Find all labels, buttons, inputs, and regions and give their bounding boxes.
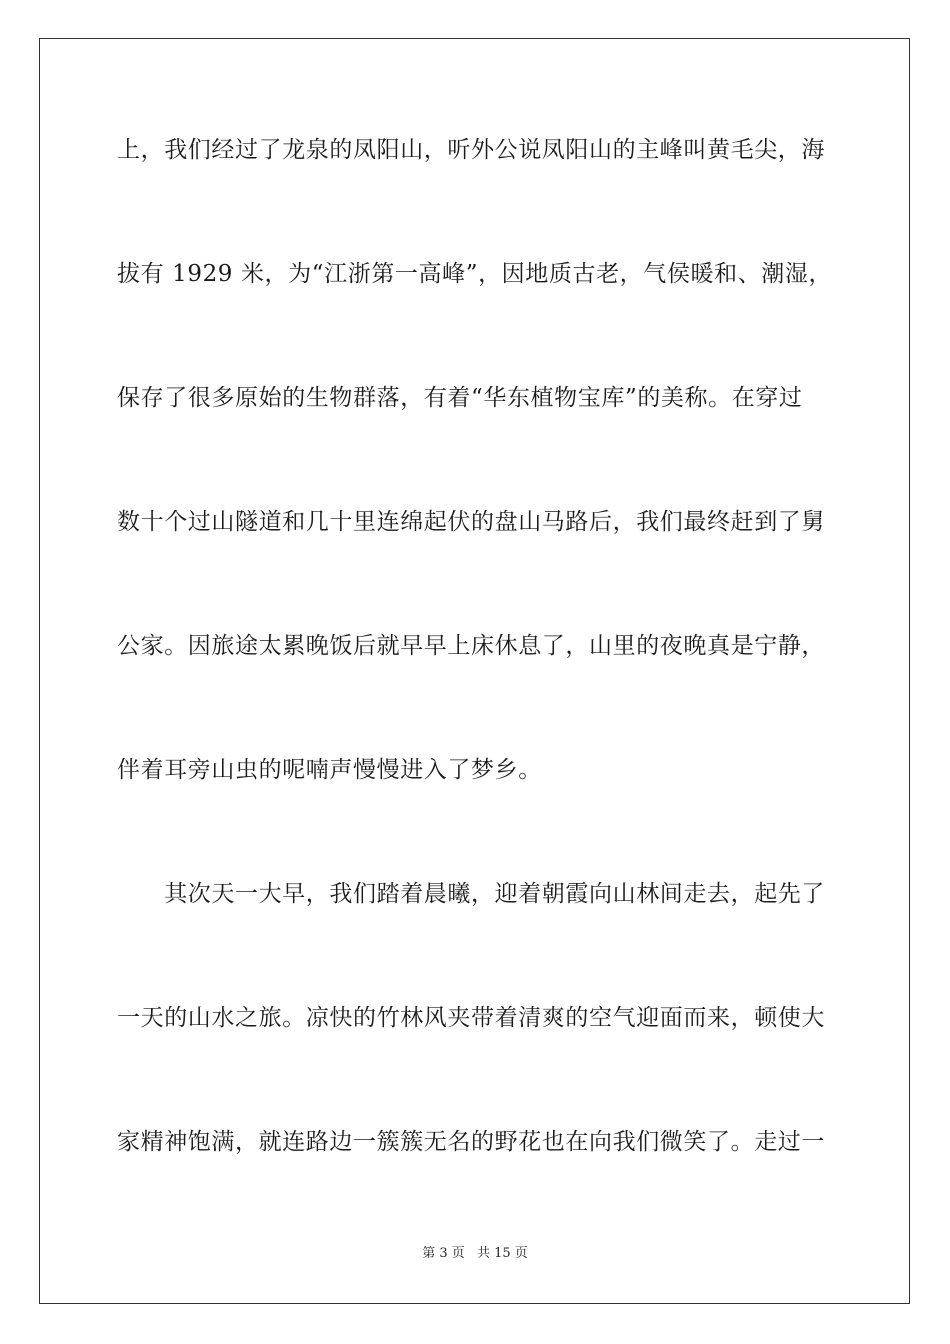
text-line: 其次天一大早，我们踏着晨曦，迎着朝霞向山林间走去，起先了 (117, 881, 825, 907)
text-line: 伴着耳旁山虫的呢喃声慢慢进入了梦乡。 (117, 757, 542, 783)
text-line: 一天的山水之旅。凉快的竹林风夹带着清爽的空气迎面而来，顿使大 (117, 1005, 825, 1031)
page-number: 第 3 页 (422, 1246, 465, 1261)
text-line: 公家。因旅途太累晚饭后就早早上床休息了，山里的夜晚真是宁静， (117, 633, 825, 659)
text-line: 家精神饱满，就连路边一簇簇无名的野花也在向我们微笑了。走过一 (117, 1129, 825, 1155)
text-line: 上，我们经过了龙泉的凤阳山，听外公说凤阳山的主峰叫黄毛尖，海 (117, 137, 825, 163)
page-border (39, 38, 910, 1304)
text-line: 保存了很多原始的生物群落，有着“华东植物宝库”的美称。在穿过 (117, 385, 803, 411)
text-line: 数十个过山隧道和几十里连绵起伏的盘山马路后，我们最终赶到了舅 (117, 509, 825, 535)
page-total: 共 15 页 (476, 1246, 528, 1261)
text-line: 拔有 1929 米，为“江浙第一高峰”，因地质古老，气侯暖和、潮湿， (117, 261, 833, 287)
page-footer (0, 1246, 950, 1262)
